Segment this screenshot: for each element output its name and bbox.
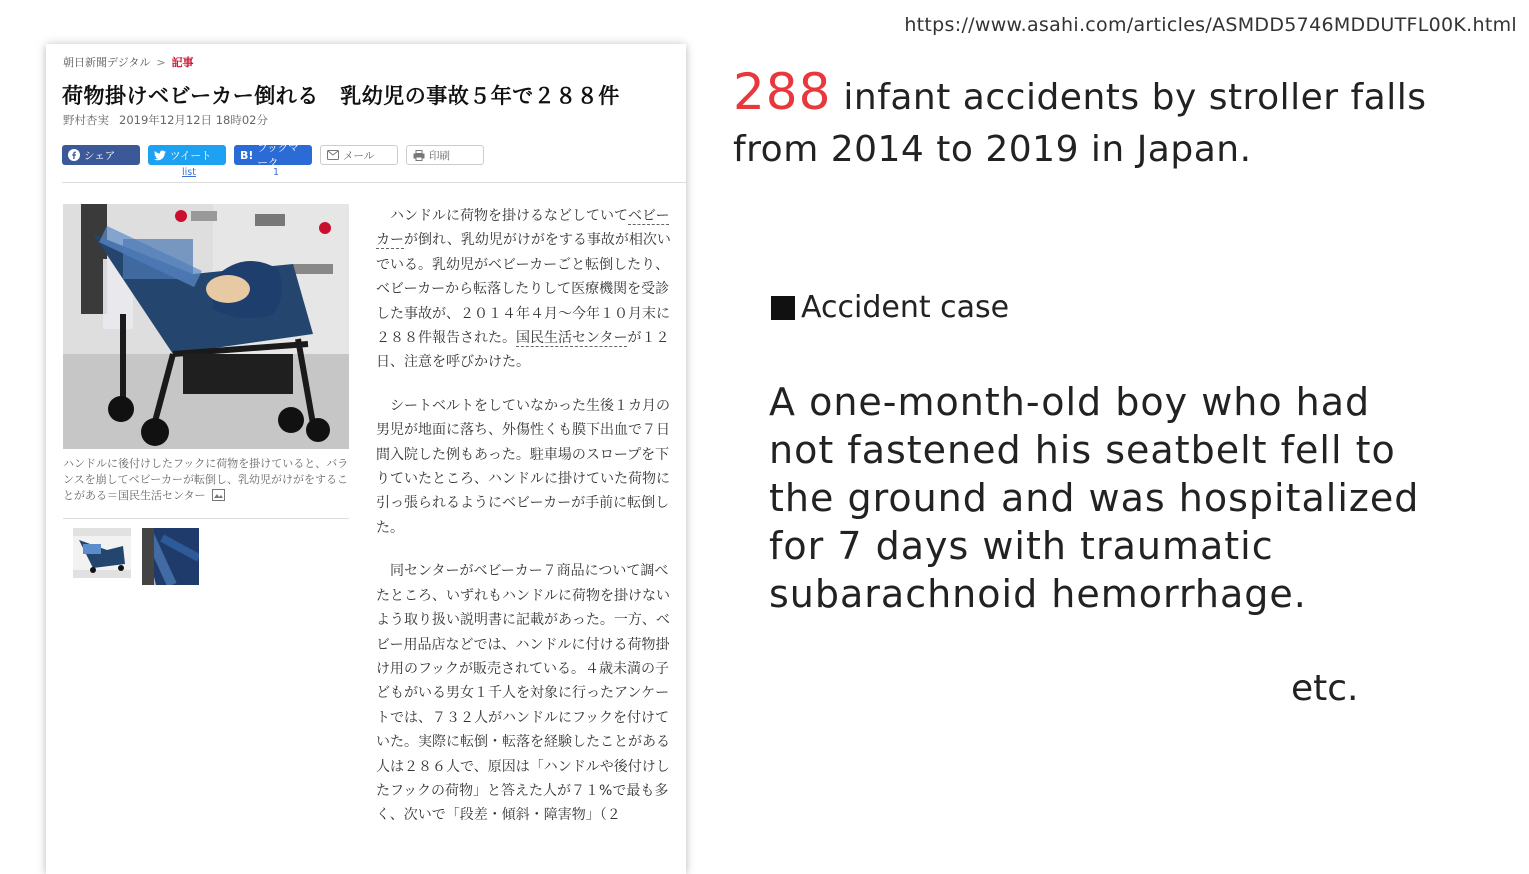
section-title	[771, 290, 1009, 325]
author-name: 野村杏実	[63, 113, 109, 127]
paragraph-text: が１２日、注意を呼びかけた。	[376, 330, 670, 371]
print-icon	[413, 150, 425, 161]
bookmark-label: ブックマーク	[257, 142, 299, 169]
article-body	[376, 204, 671, 847]
twitter-icon	[154, 150, 166, 161]
print-button[interactable]	[406, 145, 484, 165]
header-divider	[62, 182, 686, 183]
thumbnail-image-1	[73, 528, 131, 578]
article-paragraph: シートベルトをしていなかった生後１カ月の男児が地面に落ち、外傷性くも膜下出血で７日間入院した例もあった。駐車場のスロープを下りていたところ、ハンドルに掛けていた荷物に引っ張られるようにベビーカーが手前に転倒した。	[376, 397, 670, 536]
article-photo-stroller[interactable]	[63, 204, 349, 449]
mail-icon	[327, 150, 339, 160]
photo-thumbnail[interactable]	[142, 528, 199, 585]
byline	[63, 112, 268, 128]
photo-thumbnail[interactable]	[73, 528, 131, 578]
paragraph-text: が倒れ、乳幼児がけがをする事故が相次いでいる。乳幼児がベビーカーごと転倒したり、ベビーカーから転落したりして医療機関を受診した事故が、２０１４年４月～今年１０月末に２８８件報告された。	[376, 232, 671, 347]
summary-headline-text: infant accidents by stroller falls from 2014 to 2019 in Japan.	[733, 77, 1427, 170]
hatena-bookmark-icon: B!	[240, 148, 254, 162]
bookmark-button[interactable]	[234, 142, 312, 169]
zoom-photo-icon[interactable]	[212, 489, 225, 501]
print-label: 印刷	[429, 149, 450, 162]
stroller-photo-illustration	[63, 204, 349, 449]
breadcrumb-separator: >	[156, 56, 166, 69]
accident-count: 288	[733, 63, 832, 121]
thumbnails-divider	[63, 518, 349, 519]
source-url: https://www.asahi.com/articles/ASMDD5746MDDUTFL00K.html	[904, 14, 1517, 36]
square-bullet-icon	[771, 296, 795, 320]
keyword-link-stroller[interactable]: ベビーカー	[376, 208, 670, 249]
keyword-link-consumer-center[interactable]: 国民生活センター	[516, 330, 628, 347]
twitter-share-label: ツイート	[170, 149, 212, 162]
facebook-share-label: シェア	[84, 149, 116, 162]
article-card	[46, 44, 686, 874]
twitter-count-link[interactable]: list	[182, 167, 196, 178]
thumbnail-image-2	[142, 528, 199, 585]
article-paragraph	[376, 204, 671, 375]
etc-label: etc.	[1291, 668, 1359, 709]
accident-case-description: A one-month-old boy who had not fastened his seatbelt fell to the ground and was hospitalized for 7 days with traumatic subarachnoid hemorrhage.	[769, 380, 1420, 616]
breadcrumb	[63, 54, 194, 70]
summary-headline	[733, 63, 1513, 176]
twitter-share-button[interactable]	[148, 145, 226, 165]
bookmark-count[interactable]: 1	[273, 167, 280, 178]
breadcrumb-current[interactable]: 記事	[171, 56, 194, 69]
breadcrumb-site[interactable]: 朝日新聞デジタル	[63, 56, 151, 69]
section-title-text: Accident case	[801, 290, 1010, 325]
paragraph-text: ハンドルに荷物を掛けるなどしていて	[390, 208, 628, 224]
mail-label: メール	[343, 149, 375, 162]
facebook-share-button[interactable]	[62, 145, 140, 165]
photo-caption-text: ハンドルに後付けしたフックに荷物を掛けていると、バランスを崩してベビーカーが転倒し、乳幼児がけがをすることがある＝国民生活センター	[63, 457, 349, 502]
facebook-icon	[68, 149, 80, 161]
publish-date: 2019年12月12日 18時02分	[119, 113, 268, 127]
photo-caption	[63, 456, 353, 504]
mail-button[interactable]	[320, 145, 398, 165]
article-title: 荷物掛けベビーカー倒れる 乳幼児の事故５年で２８８件	[62, 84, 620, 108]
article-paragraph: 同センターがベビーカー７商品について調べたところ、いずれもハンドルに荷物を掛けないよう取り扱い説明書に記載があった。一方、ベビー用品店などでは、ハンドルに付ける荷物掛け用のフックが販売されている。４歳未満の子どもがいる男女１千人を対象に行ったアンケートでは、７３２人がハンドルにフックを付けていた。実際に転倒・転落を経験したことがある人は２８６人で、原因は「ハンドルや後付けしたフックの荷物」と答えた人が７１%で最も多く、次いで「段差・傾斜・障害物」（２	[376, 563, 670, 824]
